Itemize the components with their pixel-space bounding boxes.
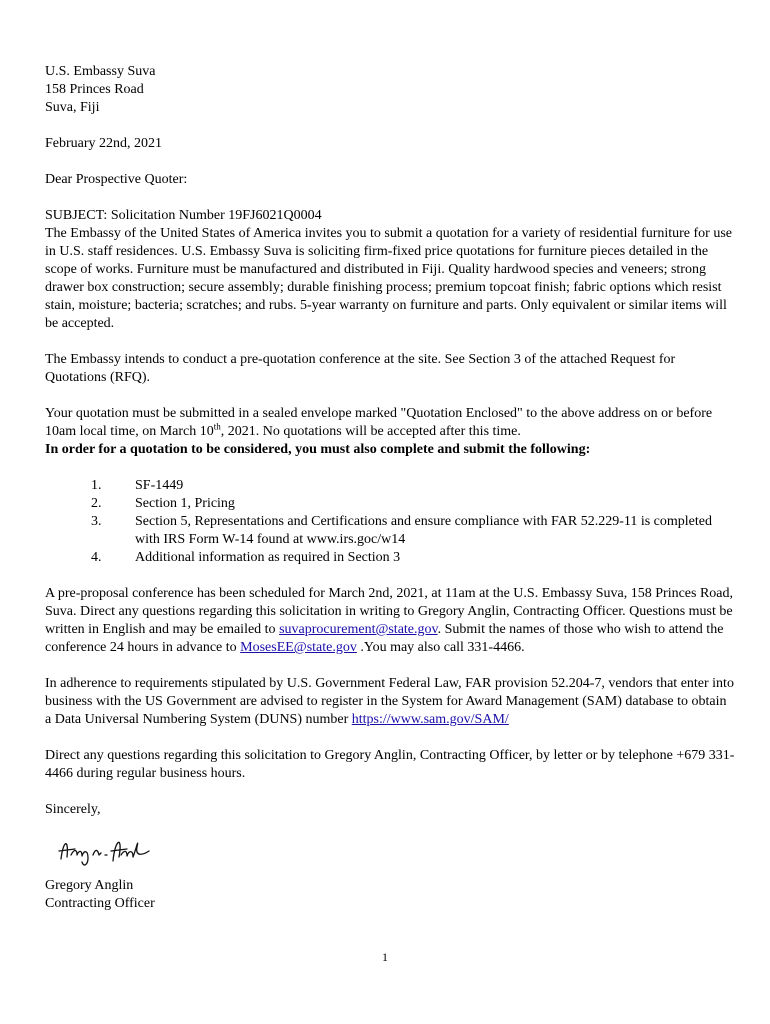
paragraph-conference: The Embassy intends to conduct a pre-quotation conference at the site. See Section 3 of the attached Request for Quotations (RFQ). [45,352,676,385]
salutation: Dear Prospective Quoter: [45,172,188,187]
list-item [45,513,735,549]
paragraph-submission [45,405,735,441]
address-line-2: 158 Princes Road [45,82,144,97]
subject-line: SUBJECT: Solicitation Number 19FJ6021Q0004 [45,208,322,223]
paragraph-preproposal [45,585,735,657]
sam-link[interactable]: https://www.sam.gov/SAM/ [351,712,509,727]
page-number: 1 [382,950,388,964]
email-link-procurement[interactable]: suvaprocurement@state.gov [279,622,438,637]
list-text: SF-1449 [135,478,184,493]
superscript-th: th [213,421,221,432]
list-text: Section 5, Representations and Certifications and ensure compliance with FAR 52.229-11 is completed with IRS Form W-14 found at www.irs.goc/w14 [135,514,712,547]
sam-text: In adherence to requirements stipulated by U.S. Government Federal Law, FAR provision 52.204-7, vendors that enter into business with the US Government are advised to register in the System for Award Management (SAM) database to obtain a Data Universal Numbering System (DUNS) number [45,676,734,727]
submission-text-1: Your quotation must be submitted in a sealed envelope marked "Quotation Enclosed" to the above address on or before 10am local time, on March 10 [45,406,713,439]
signer-title: Contracting Officer [45,896,155,911]
list-text: Additional information as required in Section 3 [135,550,401,565]
list-item [45,549,735,567]
list-text: Section 1, Pricing [135,496,235,511]
signature-image [53,829,153,869]
paragraph-invitation: The Embassy of the United States of America invites you to submit a quotation for a variety of residential furniture for use in U.S. staff residences. U.S. Embassy Suva is soliciting firm-fixed price quotations for furniture pieces detailed in the scope of works. Furniture must be manufactured and distributed in Fiji. Quality hardwood species and veneers; strong drawer box construction; secure assembly; durable finishing process; premium topcoat finish; fabric options which resist stain, moisture; bacteria; scratches; and rubs. 5-year warranty on furniture and parts. Only equivalent or similar items will be accepted. [45,226,732,331]
preproposal-text-1: A pre-proposal conference has been scheduled for March 2nd, 2021, at 11am at the U.S. Embassy Suva, 158 Princes Road, Suva. Direct any questions regarding this solicitation in writing to Gregory Anglin, Contracting Officer. Questions must be written in English and may be emailed to [45,586,734,637]
list-item [45,495,735,513]
submission-text-2: , 2021. No quotations will be accepted after this time. [220,424,521,439]
preproposal-text-2: . Submit the names of those who wish to attend the conference 24 hours in advance to [45,622,724,655]
list-item [45,477,735,495]
letter-body [45,63,735,913]
address-line-1: U.S. Embassy Suva [45,64,156,79]
signer-name: Gregory Anglin [45,878,134,893]
list-number: 2. [91,496,102,511]
sender-address [45,63,735,117]
closing: Sincerely, [45,802,101,817]
list-number: 1. [91,478,102,493]
letter-date: February 22nd, 2021 [45,136,163,151]
paragraph-contact: Direct any questions regarding this solicitation to Gregory Anglin, Contracting Officer, by letter or by telephone +679 331-4466 during regular business hours. [45,748,735,781]
address-line-3: Suva, Fiji [45,100,100,115]
paragraph-sam [45,675,735,729]
list-number: 4. [91,550,102,565]
requirements-list [45,477,735,567]
email-link-moses[interactable]: MosesEE@state.gov [240,640,357,655]
list-number: 3. [91,514,102,529]
preproposal-text-3: .You may also call 331-4466. [356,640,525,655]
requirements-heading: In order for a quotation to be considered, you must also complete and submit the following: [45,442,591,457]
